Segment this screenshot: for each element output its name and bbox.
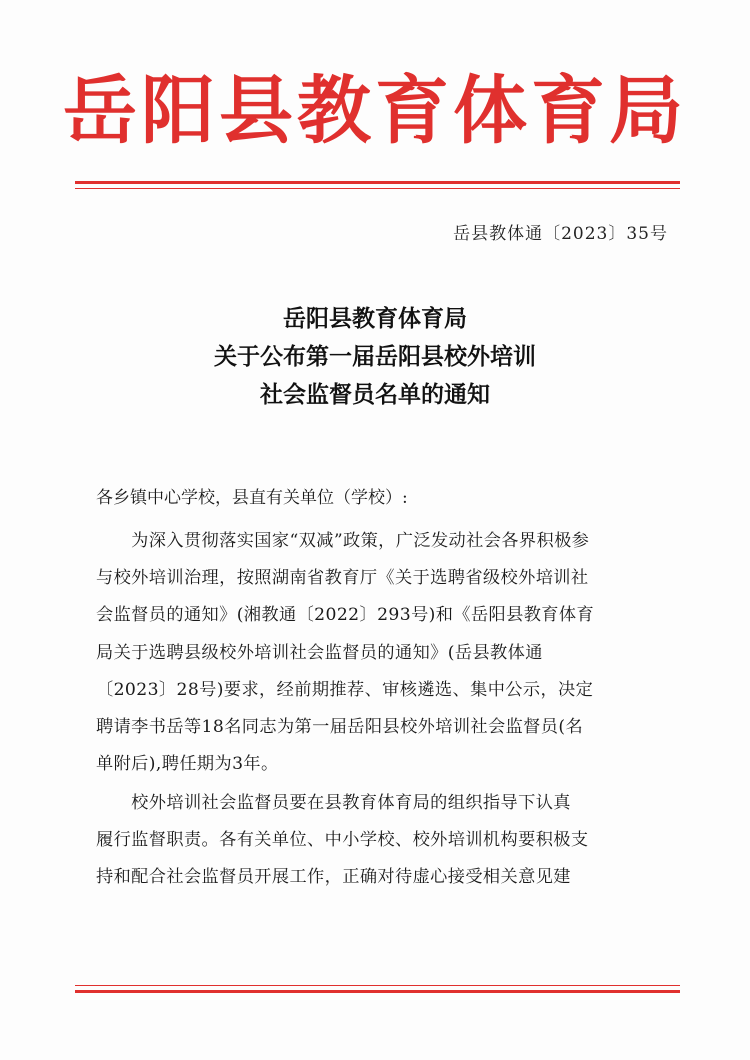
paragraph-line: 校外培训社会监督员要在县教育体育局的组织指导下认真 [96, 793, 571, 813]
paragraph-line: 履行监督职责。各有关单位、中小学校、校外培训机构要积极支 [96, 830, 589, 851]
letterhead-rule-thick [75, 181, 680, 184]
salutation: 各乡镇中心学校，县直有关单位（学校）: [96, 488, 408, 508]
paragraph-line: 单附后),聘任期为3年。 [96, 754, 279, 775]
letterhead-rule-thin [75, 188, 680, 189]
title-line-2: 关于公布第一届岳阳县校外培训 [214, 343, 536, 370]
paragraph-line: 局关于选聘县级校外培训社会监督员的通知》(岳县教体通 [96, 642, 543, 663]
footer-rule-thin [75, 985, 680, 986]
title-line-3: 社会监督员名单的通知 [260, 381, 490, 408]
title-line-1: 岳阳县教育体育局 [283, 305, 467, 332]
document-number: 岳县教体通〔2023〕35号 [453, 224, 668, 244]
paragraph-line: 与校外培训治理，按照湖南省教育厅《关于选聘省级校外培训社 [96, 568, 589, 589]
paragraph-line: 会监督员的通知》(湘教通〔2022〕293号)和《岳阳县教育体育 [96, 605, 595, 626]
body-paragraph-2 [96, 785, 688, 897]
letterhead-org-name: 岳阳县教育体育局 [63, 68, 687, 154]
document-title [0, 300, 750, 414]
paragraph-line: 聘请李书岳等18名同志为第一届岳阳县校外培训社会监督员(名 [96, 717, 584, 738]
paragraph-line: 持和配合社会监督员开展工作，正确对待虚心接受相关意见建 [96, 867, 571, 888]
footer-rule-thick [75, 990, 680, 993]
body-paragraph-1 [96, 523, 688, 783]
paragraph-line: 为深入贯彻落实国家“双减”政策，广泛发动社会各界积极参 [96, 531, 590, 551]
paragraph-line: 〔2023〕28号)要求，经前期推荐、审核遴选、集中公示，决定 [96, 679, 594, 700]
